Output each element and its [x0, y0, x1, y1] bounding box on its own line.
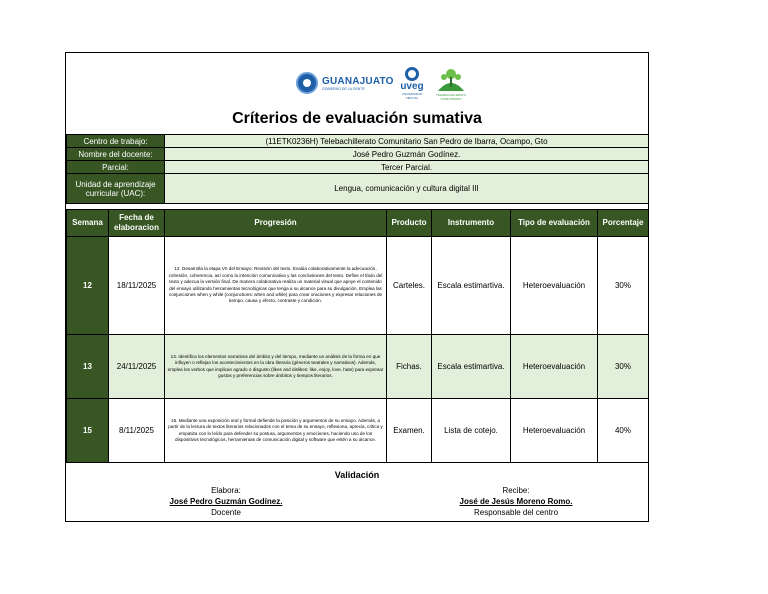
recibe-name: José de Jesús Moreno Romo.: [459, 497, 573, 506]
recibe-role: Responsable del centro: [473, 508, 559, 517]
info-row-centro: [67, 135, 649, 148]
table-row: [67, 335, 649, 399]
row-instrumento: Escala estimartiva.: [432, 335, 511, 399]
header-porcentaje: Porcentaje: [598, 210, 649, 237]
recibe-label: Recibe:: [502, 486, 530, 495]
row-instrumento: Lista de cotejo.: [432, 399, 511, 463]
table-row: [67, 399, 649, 463]
telebachillerato-logo-subtext: TELEBACHILLERATO COMUNITARIO: [435, 93, 467, 101]
signature-recibe: [436, 485, 596, 518]
row-porcentaje: 30%: [598, 237, 649, 335]
row-porcentaje: 30%: [598, 335, 649, 399]
header-tipo: Tipo de evaluación: [511, 210, 598, 237]
row-producto: Carteles.: [387, 237, 432, 335]
table-row: [67, 237, 649, 335]
uveg-logo-text: uveg: [400, 81, 424, 92]
header-producto: Producto: [387, 210, 432, 237]
row-semana: 13: [67, 335, 109, 399]
info-table: [66, 134, 649, 204]
info-row-parcial: [67, 161, 649, 174]
tree-icon: [436, 67, 466, 93]
row-tipo: Heteroevaluación: [511, 335, 598, 399]
info-row-docente: [67, 148, 649, 161]
guanajuato-logo-subtext: GOBIERNO DE LA GENTE: [322, 86, 365, 91]
row-tipo: Heteroevaluación: [511, 399, 598, 463]
uveg-logo-subtext: UNIVERSIDAD VIRTUAL: [401, 92, 423, 100]
row-progresion: 13. Identifica los elementos narrativos del ámbito y del tiempo, mediante un análisis de la forma en que influyen o reflejan los acontecimientos en la obra literaria (géneros teatrales y narrativos). Además, emplea los verbos que implican agrado o disgusto (likes and dislikes: like, enjoy, love, hate) para expresar gustos y preferencias sobre ámbitos y tiempos literarios.: [165, 335, 387, 399]
guanajuato-logo: [296, 68, 412, 98]
page-title: Críterios de evaluación sumativa: [232, 110, 482, 127]
telebachillerato-logo: [433, 67, 469, 101]
row-fecha: 8/11/2025: [109, 399, 165, 463]
row-progresion: 12. Desarrolla la etapa VII del Ensayo: Revisión del texto. Evalúa colaborativamente la adecuación, cohesión, coherencia, así como la intención comunicativa y las conclusiones del texto. Define el título del texto y adecua la versión final. De manera colaborativa realiza un material visual que apoye el contenido del ensayo utilizando herramientas tecnológicas que tenga a su alcance para su divulgación. Emplea las conjunciones when y while (conjunctions: when and while) para crear oraciones y expresar relaciones de tiempo, causa y efecto, contraste y condición.: [165, 237, 387, 335]
table-header-row: [67, 210, 649, 237]
row-producto: Fichas.: [387, 335, 432, 399]
parcial-value: Tercer Parcial.: [165, 161, 649, 174]
header-instrumento: Instrumento: [432, 210, 511, 237]
uac-value: Lengua, comunicación y cultura digital III: [165, 174, 649, 204]
criteria-table: [66, 209, 649, 463]
uveg-ring-icon: [405, 67, 419, 81]
header-semana: Semana: [67, 210, 109, 237]
row-semana: 15: [67, 399, 109, 463]
elabora-name: José Pedro Guzmán Godínez.: [169, 497, 283, 506]
row-producto: Examen.: [387, 399, 432, 463]
row-tipo: Heteroevaluación: [511, 237, 598, 335]
row-fecha: 24/11/2025: [109, 335, 165, 399]
guanajuato-seal-icon: [296, 72, 318, 94]
validation-title: Validación: [334, 470, 380, 480]
centro-value: (11ETK0236H) Telebachillerato Comunitario San Pedro de Ibarra, Ocampo, Gto: [165, 135, 649, 148]
parcial-label: Parcial:: [67, 161, 165, 174]
row-porcentaje: 40%: [598, 399, 649, 463]
guanajuato-logo-text: GUANAJUATO: [322, 75, 394, 87]
docente-label: Nombre del docente:: [67, 148, 165, 161]
uac-label: Unidad de aprendizaje curricular (UAC):: [67, 174, 165, 204]
centro-label: Centro de trabajo:: [67, 135, 165, 148]
row-semana: 12: [67, 237, 109, 335]
row-fecha: 18/11/2025: [109, 237, 165, 335]
row-progresion: 15. Mediante una exposición oral y formal defiende la posición y argumentos de su ensayo. Además, a partir de la lectura de textos literarios relacionados con el tema de su ensayo, reflexiona, aprecia, critica y empatiza con lo leído para defender su postura, argumentos y emociones, haciendo uso de los dispositivos tecnológicos, herramientas de comunicación digital y software que estén a su alcance.: [165, 399, 387, 463]
info-row-uac: [67, 174, 649, 204]
row-instrumento: Escala estimartiva.: [432, 237, 511, 335]
logo-bar: [66, 65, 648, 105]
evaluation-sheet: [65, 52, 649, 522]
docente-value: José Pedro Guzmán Godínez.: [165, 148, 649, 161]
signature-elabora: [146, 485, 306, 518]
elabora-label: Elabora:: [211, 486, 241, 495]
header-progresion: Progresión: [165, 210, 387, 237]
validation-section: [66, 462, 648, 522]
uveg-logo: [396, 67, 428, 101]
header-fecha: Fecha de elaboracion: [109, 210, 165, 237]
elabora-role: Docente: [211, 508, 241, 517]
